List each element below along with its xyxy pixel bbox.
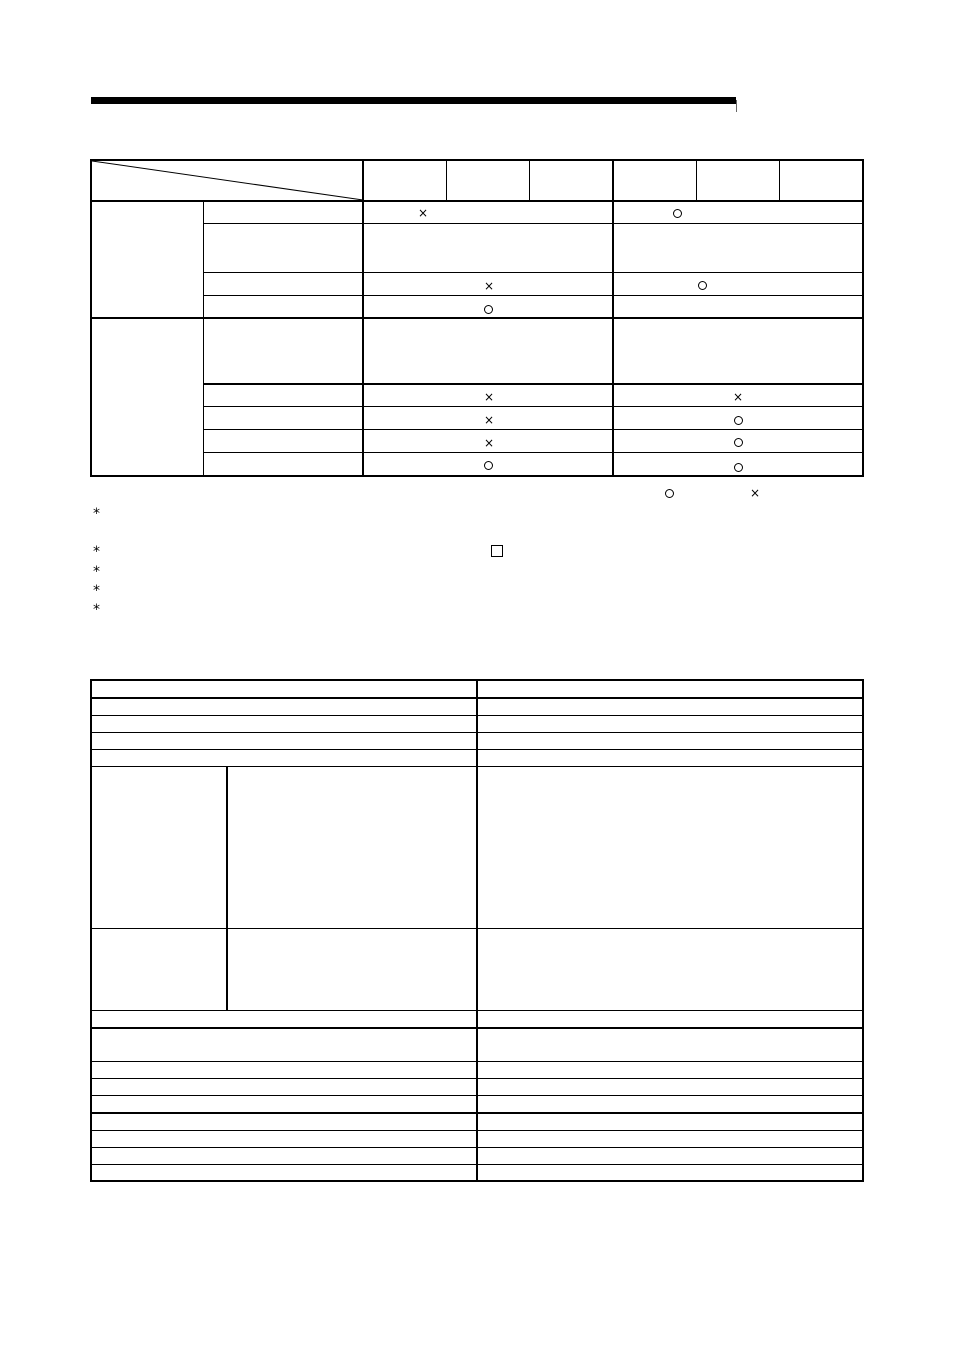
header-rule-tick	[736, 100, 737, 112]
header-rule	[91, 97, 736, 104]
cell-r8-right-circle	[734, 438, 743, 447]
cell-r1-right-circle	[673, 209, 682, 218]
cell-r6-left: ×	[484, 390, 495, 404]
legend-cross: ×	[750, 486, 761, 500]
note-marker: *	[93, 506, 100, 522]
cell-r3-right-circle	[698, 281, 707, 290]
header-diagonal	[92, 161, 363, 200]
note-marker: *	[93, 544, 100, 560]
cell-r4-left-circle	[484, 305, 493, 314]
legend-circle-icon	[665, 489, 674, 498]
cell-r9-right-circle	[734, 463, 743, 472]
cell-r8-left: ×	[484, 436, 495, 450]
cell-r6-right: ×	[733, 390, 744, 404]
cell-r3-left: ×	[484, 279, 495, 293]
note-marker: *	[93, 583, 100, 599]
note-marker: *	[93, 564, 100, 580]
note-box-icon	[491, 545, 503, 557]
cell-r9-left-circle	[484, 461, 493, 470]
cell-r1-left: ×	[418, 206, 429, 220]
cell-r7-right-circle	[734, 416, 743, 425]
note-marker: *	[93, 602, 100, 618]
cell-r7-left: ×	[484, 413, 495, 427]
